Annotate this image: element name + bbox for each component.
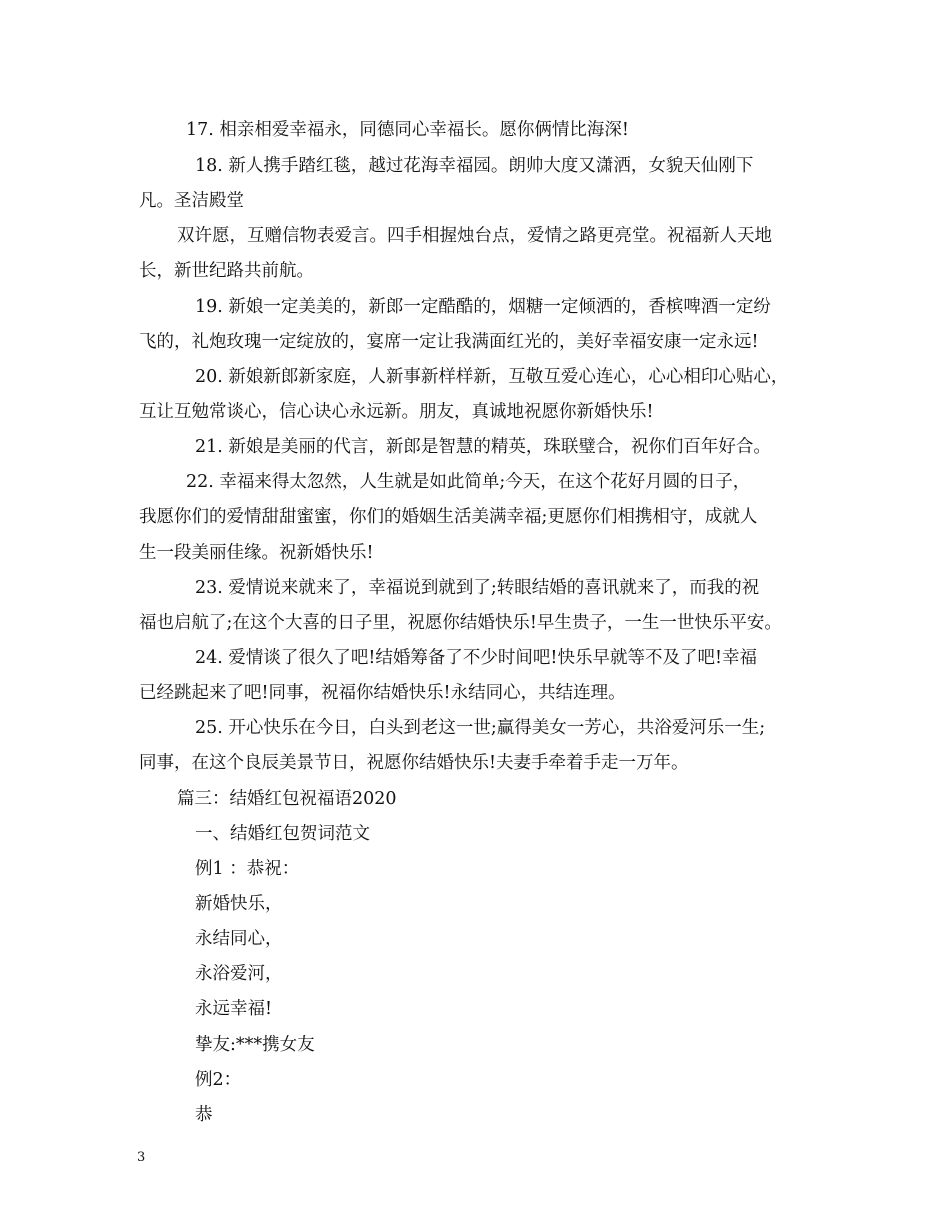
text-line: 例2： xyxy=(195,1070,242,1090)
text-line: 凡。圣洁殿堂 xyxy=(139,191,244,211)
text-line: 福也启航了;在这个大喜的日子里，祝愿你结婚快乐!早生贵子，一生一世快乐平安。 xyxy=(139,613,782,633)
text-line: 17. 相亲相爱幸福永，同德同心幸福长。愿你俩情比海深! xyxy=(186,120,629,140)
text-line: 永结同心， xyxy=(195,929,283,949)
text-line: 双许愿，互赠信物表爱言。四手相握烛台点，爱情之路更亮堂。祝福新人天地 xyxy=(177,226,772,246)
text-line: 20. 新娘新郎新家庭，人新事新样样新，互敬互爱心连心，心心相印心贴心， xyxy=(195,367,789,387)
text-line: 例1 ：恭祝： xyxy=(195,859,300,879)
text-line: 新婚快乐， xyxy=(195,894,283,914)
text-line: 互让互勉常谈心，信心诀心永远新。朋友，真诚地祝愿你新婚快乐! xyxy=(139,402,654,422)
text-line: 挚友:***携女友 xyxy=(195,1035,315,1055)
text-line: 同事，在这个良辰美景节日，祝愿你结婚快乐!夫妻手牵着手走一万年。 xyxy=(139,753,689,773)
text-line: 长，新世纪路共前航。 xyxy=(139,261,314,281)
text-line: 飞的，礼炮玫瑰一定绽放的，宴席一定让我满面红光的，美好幸福安康一定永远! xyxy=(139,332,759,352)
text-line: 永远幸福! xyxy=(195,999,273,1019)
page-number: 3 xyxy=(137,1150,146,1165)
text-line: 24. 爱情谈了很久了吧!结婚筹备了不少时间吧!快乐早就等不及了吧!幸福 xyxy=(195,648,757,668)
text-line: 恭 xyxy=(195,1105,213,1125)
text-line: 永浴爱河， xyxy=(195,964,283,984)
text-line: 22. 幸福来得太忽然，人生就是如此简单;今天，在这个花好月圆的日子， xyxy=(186,472,751,492)
text-line: 已经跳起来了吧!同事，祝福你结婚快乐!永结同心，共结连理。 xyxy=(139,683,626,703)
text-line: 我愿你们的爱情甜甜蜜蜜，你们的婚姻生活美满幸福;更愿你们相携相守，成就人 xyxy=(139,507,758,527)
text-line: 生一段美丽佳缘。祝新婚快乐! xyxy=(139,543,374,563)
text-line: 18. 新人携手踏红毯，越过花海幸福园。朗帅大度又潇洒，女貌天仙刚下 xyxy=(195,156,754,176)
text-line: 23. 爱情说来就来了，幸福说到就到了;转眼结婚的喜讯就来了，而我的祝 xyxy=(195,578,760,598)
section-heading: 篇三：结婚红包祝福语2020 xyxy=(177,789,397,809)
subsection-heading: 一、结婚红包贺词范文 xyxy=(195,824,370,844)
text-line: 21. 新娘是美丽的代言，新郎是智慧的精英，珠联璧合，祝你们百年好合。 xyxy=(195,437,771,457)
text-line: 25. 开心快乐在今日，白头到老这一世;赢得美女一芳心，共浴爱河乐一生; xyxy=(195,718,766,738)
text-line: 19. 新娘一定美美的，新郎一定酷酷的，烟糖一定倾洒的，香槟啤酒一定纷 xyxy=(195,297,771,317)
